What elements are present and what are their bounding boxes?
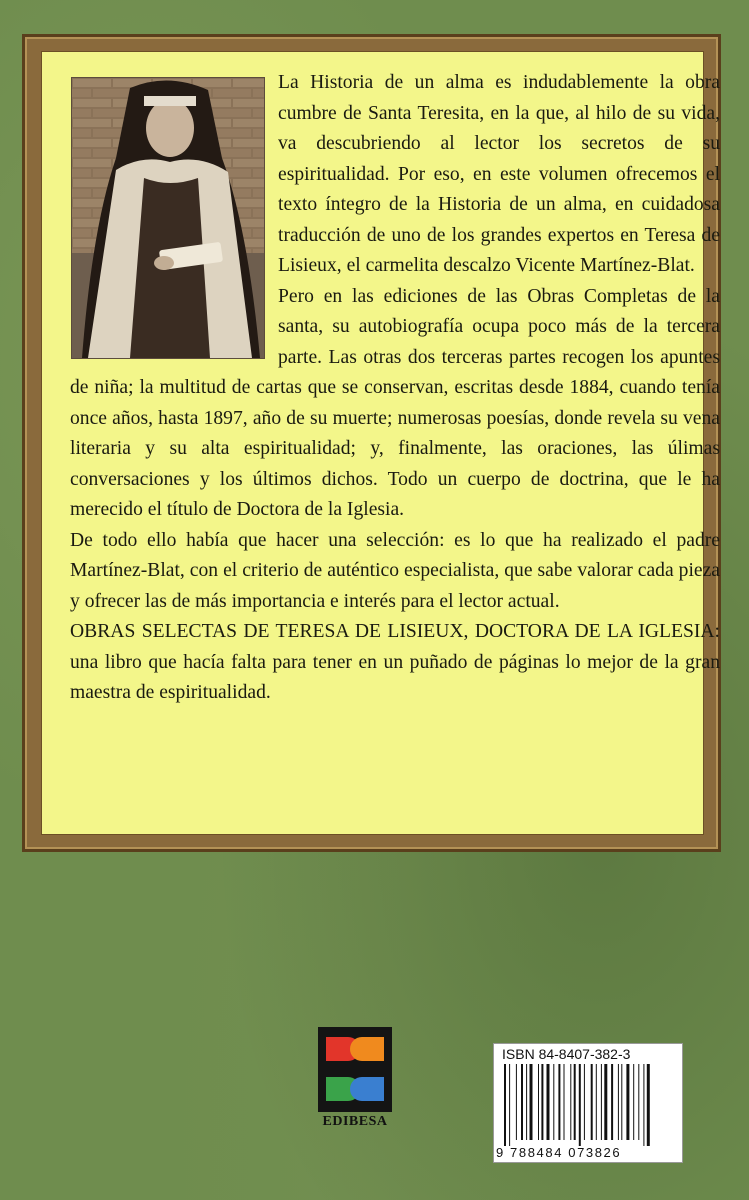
barcode-bar xyxy=(604,1064,607,1140)
barcode-bar xyxy=(526,1064,527,1140)
barcode-bar xyxy=(553,1064,554,1140)
barcode-bar xyxy=(541,1064,543,1140)
barcode-bar xyxy=(579,1064,581,1146)
paragraph-3: De todo ello había que hacer una selección: es lo que ha realizado el padre Martínez-Blat, con el criterio de auténtico especialista, que sabe valorar cada pieza y ofrecer las de más importancia e interés para el lector actual. xyxy=(70,529,720,612)
barcode-bar xyxy=(538,1064,539,1140)
barcode-bar xyxy=(504,1064,506,1146)
barcode-number: 9 788484 073826 xyxy=(496,1145,622,1160)
barcode-bar xyxy=(638,1064,639,1140)
barcode-bar xyxy=(547,1064,550,1140)
barcode-bar xyxy=(601,1064,602,1140)
barcode-bar xyxy=(618,1064,619,1140)
barcode-bar xyxy=(516,1064,517,1140)
barcode-bar xyxy=(647,1064,650,1146)
paragraph-4: OBRAS SELECTAS DE TERESA DE LISIEUX, DOCTORA DE LA IGLESIA: una libro que hacía falta para tener en un puñado de páginas lo mejor de la gran maestra de espiritualidad. xyxy=(70,621,720,703)
logo-svg xyxy=(318,1027,392,1112)
barcode-bar xyxy=(584,1064,585,1140)
paragraph-1: La Historia de un alma es indudablemente la obra cumbre de Santa Teresita, en la que, al hilo de su vida, va descubriendo al lector los secretos de su espiritualidad. Por eso, en este volumen ofrecemos el texto íntegro de la Historia de un alma, en cuidadosa traducción de uno de los grandes expertos en Teresa de Lisieux, el carmelita descalzo Vicente Martínez-Blat. xyxy=(278,72,720,276)
barcode-bar xyxy=(626,1064,629,1140)
barcode-bar xyxy=(621,1064,622,1140)
barcode-bar xyxy=(570,1064,571,1140)
barcode-bar xyxy=(633,1064,634,1140)
publisher-name: EDIBESA xyxy=(322,1114,388,1129)
barcode-bar xyxy=(596,1064,597,1140)
description-text xyxy=(70,68,720,709)
isbn-label: ISBN 84-8407-382-3 xyxy=(502,1046,631,1062)
edibesa-logo-icon xyxy=(318,1027,392,1112)
barcode-bar xyxy=(564,1064,565,1140)
back-cover-panel xyxy=(22,34,721,852)
barcode-bar xyxy=(611,1064,613,1140)
barcode-bar xyxy=(643,1064,644,1146)
barcode-bar xyxy=(530,1064,533,1140)
barcode-bar xyxy=(521,1064,523,1140)
barcode-bar xyxy=(591,1064,593,1140)
barcode-icon xyxy=(493,1043,683,1163)
photo-spacer xyxy=(70,68,278,356)
paragraph-2: Pero en las ediciones de las Obras Completas de la santa, su autobiografía ocupa poco más de la tercera parte. Las otras dos terceras partes recogen los apuntes de niña; la multitud de cartas que se conservan, escritas desde 1884, cuando tenía once años, hasta 1897, año de su muerte; numerosas poesías, donde revela su vena literaria y su alta espiritualidad; y, finalmente, las oraciones, las úlimas conversaciones y los últimos dichos. Todo un cuerpo de doctrina, que le ha merecido el título de Doctora de la Iglesia. xyxy=(70,285,720,520)
barcode-bar xyxy=(558,1064,560,1140)
barcode-bar xyxy=(574,1064,576,1140)
barcode-bar xyxy=(509,1064,510,1146)
